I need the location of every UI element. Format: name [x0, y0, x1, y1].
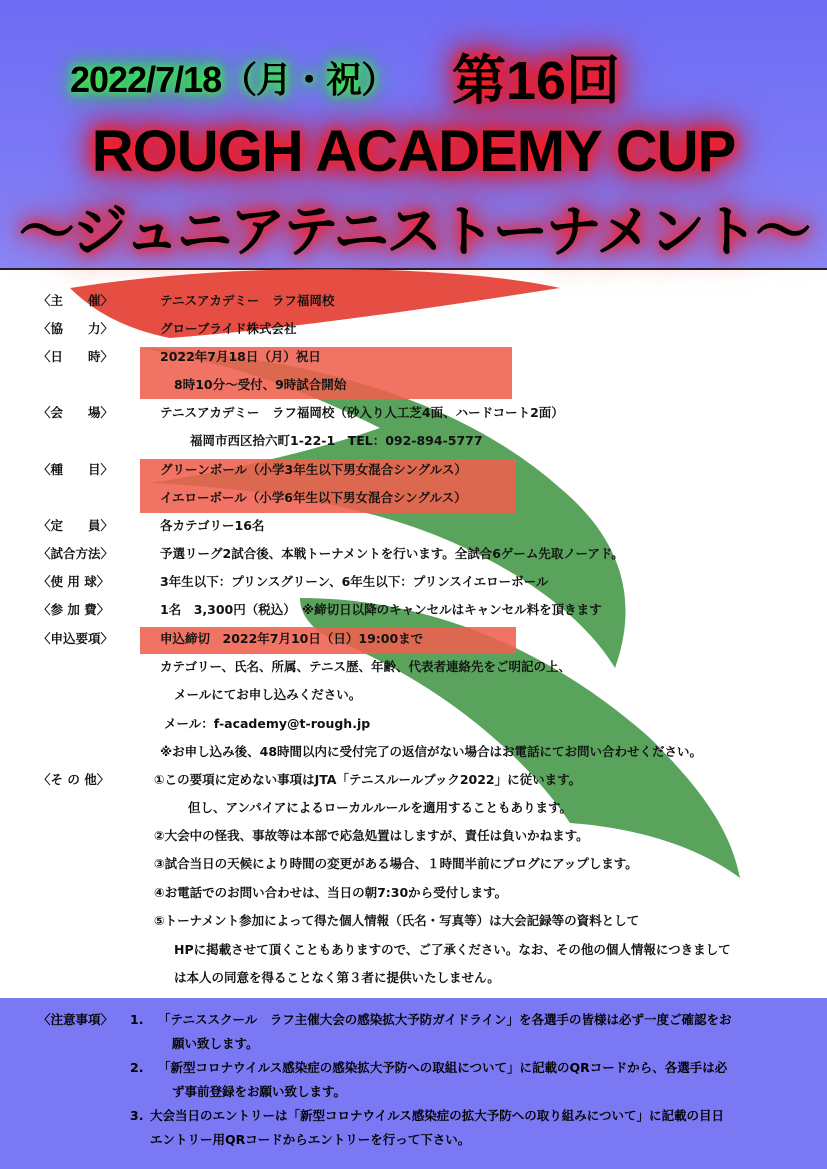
note-text: 「新型コロナウイルス感染症の感染拡大予防への取組について」に記載のQRコードから、各選手は必 — [158, 1060, 728, 1075]
note-number: 3. — [130, 1108, 144, 1123]
detail-value: テニスアカデミー ラフ福岡校（砂入り人工芝4面、ハードコート2面） — [160, 405, 564, 420]
detail-value: ③試合当日の天候により時間の変更がある場合、１時間半前にブログにアップします。 — [154, 856, 638, 871]
detail-value: 8時10分～受付、9時試合開始 — [174, 377, 347, 392]
detail-label: 〈種 目〉 — [38, 462, 114, 477]
detail-value: イエローボール（小学6年生以下男女混合シングルス） — [160, 490, 467, 505]
header-banner — [0, 0, 827, 270]
contact-email: メール：f-academy@t-rough.jp — [164, 716, 371, 731]
detail-label: 〈定 員〉 — [38, 518, 114, 533]
detail-value: は本人の同意を得ることなく第３者に提供いたしません。 — [174, 970, 500, 985]
detail-value: カテゴリー、氏名、所属、テニス歴、年齢、代表者連絡先をご明記の上、 — [160, 659, 572, 674]
detail-label: 〈参 加 費〉 — [38, 602, 110, 617]
detail-value: テニスアカデミー ラフ福岡校 — [160, 293, 335, 308]
detail-label: 〈試合方法〉 — [38, 546, 114, 561]
detail-label: 〈協 力〉 — [38, 321, 114, 336]
detail-label: 〈会 場〉 — [38, 405, 114, 420]
note-number: 1. — [130, 1012, 144, 1027]
detail-value: ①この要項に定めない事項はJTA「テニスルールブック2022」に従います。 — [154, 772, 582, 787]
detail-value: HPに掲載させて頂くこともありますので、ご了承ください。なお、その他の個人情報につきまして — [174, 942, 731, 957]
detail-label: 〈申込要項〉 — [38, 631, 114, 646]
detail-value: 但し、アンパイアによるローカルルールを適用することもあります。 — [188, 800, 572, 815]
detail-value: ※お申し込み後、48時間以内に受付完了の返信がない場合はお電話にてお問い合わせください。 — [160, 744, 703, 759]
notes-label: 〈注意事項〉 — [38, 1012, 114, 1027]
notes-section — [0, 998, 827, 1169]
detail-value: 予選リーグ2試合後、本戦トーナメントを行います。全試合6ゲーム先取ノーアド。 — [160, 546, 624, 561]
detail-label: 〈そ の 他〉 — [38, 772, 110, 787]
note-number: 2. — [130, 1060, 144, 1075]
edition-number: 第16回 — [452, 51, 621, 111]
note-text: 大会当日のエントリーは「新型コロナウイルス感染症の拡大予防への取り組みについて」に記載の目日 — [150, 1108, 725, 1123]
detail-value: グローブライド株式会社 — [160, 321, 297, 336]
detail-label: 〈日 時〉 — [38, 349, 114, 364]
detail-value: ④お電話でのお問い合わせは、当日の朝7:30から受付します。 — [154, 885, 508, 900]
detail-value: ②大会中の怪我、事故等は本部で応急処置はしますが、責任は負いかねます。 — [154, 828, 589, 843]
cup-title: ROUGH ACADEMY CUP — [91, 119, 736, 184]
application-deadline: 申込締切 2022年7月10日（日）19:00まで — [160, 631, 424, 646]
detail-value: 2022年7月18日（月）祝日 — [160, 349, 321, 364]
detail-value: 福岡市西区拾六町1-22-1 TEL：092-894-5777 — [190, 433, 483, 448]
note-text: エントリー用QRコードからエントリーを行って下さい。 — [150, 1132, 471, 1147]
cup-subtitle: ～ジュニアテニストーナメント～ — [18, 200, 809, 263]
detail-value: ⑤トーナメント参加によって得た個人情報（氏名・写真等）は大会記録等の資料として — [154, 913, 640, 928]
note-text: 願い致します。 — [172, 1036, 259, 1051]
detail-value: メールにてお申し込みください。 — [174, 687, 362, 702]
detail-label: 〈使 用 球〉 — [38, 574, 110, 589]
detail-label: 〈主 催〉 — [38, 293, 114, 308]
detail-value: 3年生以下：プリンスグリーン、6年生以下：プリンスイエローボール — [160, 574, 549, 589]
note-text: ず事前登録をお願い致します。 — [172, 1084, 347, 1099]
note-text: 「テニススクール ラフ主催大会の感染拡大予防ガイドライン」を各選手の皆様は必ず一度ご確認をお — [158, 1012, 732, 1027]
detail-value: 1名 3,300円（税込） ※締切日以降のキャンセルはキャンセル料を頂きます — [160, 602, 602, 617]
detail-value: 各カテゴリー16名 — [160, 518, 265, 533]
event-date: 2022/7/18（月・祝） — [70, 59, 397, 100]
detail-value: グリーンボール（小学3年生以下男女混合シングルス） — [160, 462, 467, 477]
